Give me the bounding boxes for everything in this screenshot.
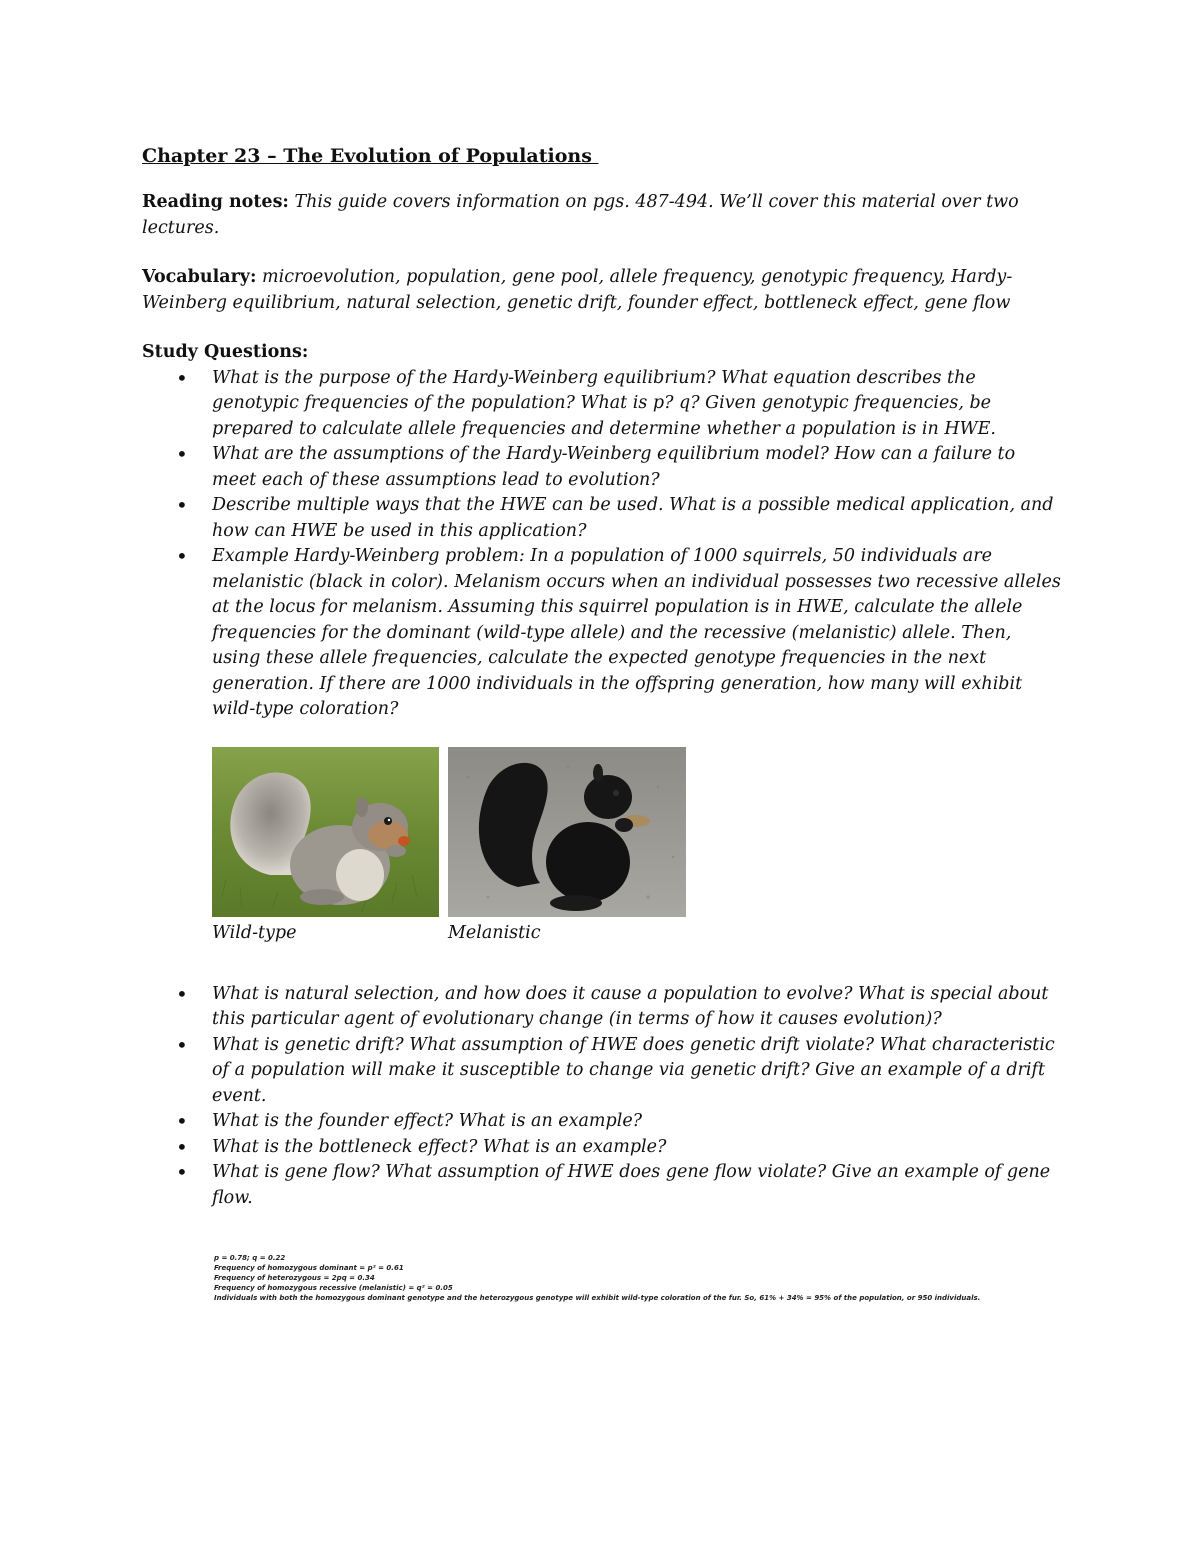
melanistic-figure bbox=[448, 747, 686, 946]
question-list-second bbox=[142, 982, 1062, 1212]
list-item: • Example Hardy-Weinberg problem: In a population of 1000 squirrels, 50 individuals are melanistic (black in color). Melanism occurs when an individual possesses two recessive alleles at the locus for melanism. Assuming this squirrel population is in HWE, calculate the allele frequencies for the dominant (wild-type allele) and the recessive (melanistic) allele. Then, using these allele frequencies, calculate the expected genotype frequencies in the next generation. If there are 1000 individuals in the offspring generation, how many will exhibit wild-type coloration? bbox=[212, 544, 1062, 723]
answer-line: p = 0.78; q = 0.22 bbox=[214, 1254, 286, 1262]
list-item: • What are the assumptions of the Hardy-Weinberg equilibrium model? How can a failure to meet each of these assumptions lead to evolution? bbox=[212, 442, 1062, 493]
reading-notes bbox=[142, 190, 1062, 241]
list-item: • What is natural selection, and how does it cause a population to evolve? What is special about this particular agent of evolutionary change (in terms of how it causes evolution)? bbox=[212, 982, 1062, 1033]
list-item: • What is the purpose of the Hardy-Weinberg equilibrium? What equation describes the genotypic frequencies of the population? What is p? q? Given genotypic frequencies, be prepared to calculate allele frequencies and determine whether a population is in HWE. bbox=[212, 366, 1062, 443]
melanistic-caption: Melanistic bbox=[448, 922, 541, 943]
vocabulary bbox=[142, 265, 1062, 316]
vocabulary-label: Vocabulary: bbox=[142, 267, 257, 287]
document-page bbox=[142, 140, 1062, 1303]
question-list-first bbox=[142, 366, 1062, 723]
list-item: • What is the bottleneck effect? What is an example? bbox=[212, 1135, 1062, 1161]
answer-line: Frequency of heterozygous = 2pq = 0.34 bbox=[214, 1274, 375, 1282]
black-squirrel-image bbox=[448, 747, 686, 917]
reading-notes-text: This guide covers information on pgs. 487-494. We’ll cover this material over two lectures. bbox=[142, 192, 1019, 238]
page-title: Chapter 23 – The Evolution of Populations bbox=[142, 145, 599, 167]
list-item: • Describe multiple ways that the HWE can be used. What is a possible medical application, and how can HWE be used in this application? bbox=[212, 493, 1062, 544]
answer-line: Frequency of homozygous recessive (melanistic) = q² = 0.05 bbox=[214, 1284, 453, 1292]
vocabulary-text: microevolution, population, gene pool, allele frequency, genotypic frequency, Hardy-Weinberg equilibrium, natural selection, genetic drift, founder effect, bottleneck effect, gene flow bbox=[142, 267, 1013, 313]
answer-line: Individuals with both the homozygous dominant genotype and the heterozygous genotype will exhibit wild-type coloration of the fur. So, 61% + 34% = 95% of the population, or 950 individuals. bbox=[214, 1294, 981, 1302]
answer-key bbox=[214, 1253, 1062, 1303]
list-item: • What is gene flow? What assumption of HWE does gene flow violate? Give an example of gene flow. bbox=[212, 1160, 1062, 1211]
wild-type-caption: Wild-type bbox=[212, 922, 297, 943]
study-questions-heading: Study Questions: bbox=[142, 342, 309, 362]
list-item: • What is genetic drift? What assumption of HWE does genetic drift violate? What characteristic of a population will make it susceptible to change via genetic drift? Give an example of a drift event. bbox=[212, 1033, 1062, 1110]
answer-line: Frequency of homozygous dominant = p² = 0.61 bbox=[214, 1264, 404, 1272]
gray-squirrel-image bbox=[212, 747, 439, 917]
reading-notes-label: Reading notes: bbox=[142, 192, 289, 212]
wild-type-figure bbox=[212, 747, 439, 946]
list-item: • What is the founder effect? What is an example? bbox=[212, 1109, 1062, 1135]
squirrel-figures bbox=[212, 747, 1062, 972]
